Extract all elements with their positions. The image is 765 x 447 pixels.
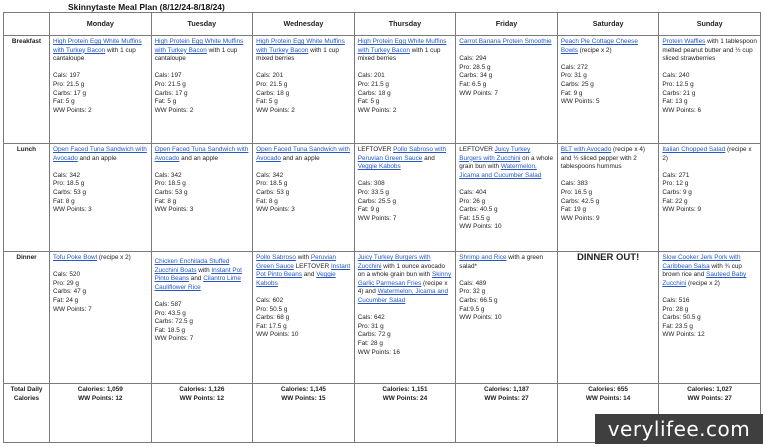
total-monday bbox=[50, 384, 152, 443]
total-wednesday bbox=[253, 384, 355, 443]
meal-cell-breakfast-saturday bbox=[557, 36, 659, 144]
ww-points: WW Points: 7 bbox=[53, 305, 92, 313]
day-header-tuesday: Tuesday bbox=[151, 13, 253, 36]
calories: Cals: 272 bbox=[560, 63, 588, 71]
fat: Fat: 24 g bbox=[53, 296, 79, 304]
recipe-link[interactable]: Open Faced Tuna Sandwich with Avocado bbox=[154, 146, 249, 162]
leftover-label: LEFTOVER bbox=[459, 146, 495, 153]
calories: Cals: 308 bbox=[357, 180, 385, 188]
total-ww-points: WW Points: 27 bbox=[484, 394, 529, 402]
meal-cell-lunch-saturday bbox=[557, 144, 659, 252]
carbs: Carbs: 40.5 g bbox=[459, 206, 498, 214]
carbs: Carbs: 53 g bbox=[256, 188, 290, 196]
calories: Cals: 201 bbox=[357, 72, 385, 80]
carbs: Carbs: 18 g bbox=[256, 89, 290, 97]
protein: Pro: 12 g bbox=[662, 180, 689, 188]
protein: Pro: 21.5 g bbox=[154, 80, 186, 88]
carbs: Carbs: 9 g bbox=[662, 188, 692, 196]
total-calories: Calories: 1,027 bbox=[687, 386, 733, 393]
ww-points: WW Points: 2 bbox=[154, 106, 194, 114]
calories: Cals: 342 bbox=[154, 171, 182, 179]
meal-note: on a whole grain bun with bbox=[459, 154, 554, 171]
row-label-dinner: Dinner bbox=[4, 252, 50, 384]
recipe-link[interactable]: Slow Cooker Jerk Pork with Caribbean Salsa bbox=[662, 254, 741, 270]
fat: Fat: 17.5 g bbox=[256, 322, 287, 330]
recipe-link-2[interactable]: Instant Pot Pinto Beans bbox=[154, 266, 242, 283]
protein: Pro: 12.5 g bbox=[662, 80, 694, 88]
meal-cell-breakfast-monday bbox=[50, 36, 152, 144]
ww-points: WW Points: 7 bbox=[357, 214, 397, 222]
day-header-sunday: Sunday bbox=[659, 13, 761, 36]
ww-points: WW Points: 5 bbox=[560, 98, 600, 106]
ww-points: WW Points: 3 bbox=[256, 206, 295, 214]
meal-cell-breakfast-sunday bbox=[659, 36, 761, 144]
recipe-link-3[interactable]: Instant Pot Pinto Beans bbox=[256, 262, 351, 279]
meal-cell-breakfast-tuesday bbox=[151, 36, 253, 144]
total-ww-points: WW Points: 12 bbox=[78, 394, 123, 402]
carbs: Carbs: 42.5 g bbox=[560, 197, 600, 205]
protein: Pro: 31 g bbox=[560, 72, 587, 80]
meal-note: with 1 ounce avocado on a whole grain bun with bbox=[357, 262, 446, 279]
calories: Cals: 489 bbox=[459, 279, 487, 287]
ww-points: WW Points: 3 bbox=[154, 206, 194, 214]
protein: Pro: 31 g bbox=[357, 322, 384, 330]
calories: Cals: 520 bbox=[53, 271, 80, 279]
carbs: Carbs: 66.5 g bbox=[459, 296, 498, 304]
carbs: Carbs: 18 g bbox=[357, 89, 391, 97]
meal-cell-lunch-thursday bbox=[354, 144, 456, 252]
ww-points: WW Points: 9 bbox=[560, 214, 600, 222]
meal-note-2: (recipe x 4) and bbox=[357, 279, 448, 296]
leftover-label: LEFTOVER bbox=[357, 146, 394, 153]
meal-note: and an apple bbox=[79, 154, 117, 162]
recipe-link-3[interactable]: Watermelon, Jicama and Cucumber Salad bbox=[357, 288, 449, 304]
recipe-link-2[interactable]: Watermelon, Jicama and Cucumber Salad bbox=[459, 163, 542, 179]
meal-note: with ¾ cup brown rice and bbox=[662, 262, 742, 279]
ww-points: WW Points: 6 bbox=[662, 106, 702, 114]
protein: Pro: 21.5 g bbox=[256, 80, 288, 88]
meal-note: and bbox=[422, 154, 435, 162]
fat: Fat: 5 g bbox=[357, 98, 380, 106]
recipe-link[interactable]: Juicy Turkey Burgers with Zucchini bbox=[459, 146, 531, 162]
day-header-monday: Monday bbox=[50, 13, 152, 36]
fat: Fat: 9 g bbox=[560, 89, 583, 97]
calories: Cals: 240 bbox=[662, 72, 690, 80]
fat: Fat: 8 g bbox=[154, 197, 177, 205]
meal-cell-dinner-tuesday bbox=[151, 252, 253, 384]
meal-cell-dinner-sunday bbox=[659, 252, 761, 384]
carbs: Carbs: 21 g bbox=[662, 89, 696, 97]
carbs: Carbs: 68 g bbox=[256, 314, 290, 322]
recipe-link[interactable]: High Protein Egg White Muffins with Turkey Bacon bbox=[357, 38, 447, 54]
meal-note: (recipe x 2) bbox=[662, 146, 752, 162]
recipe-link[interactable]: Tofu Poke Bowl bbox=[53, 254, 98, 261]
row-label-breakfast: Breakfast bbox=[4, 36, 50, 144]
day-header-thursday: Thursday bbox=[354, 13, 456, 36]
total-ww-points: WW Points: 15 bbox=[281, 394, 326, 402]
recipe-link-2[interactable]: Skinny Garlic Parmesan Fries bbox=[357, 271, 452, 287]
protein: Pro: 18.5 g bbox=[53, 180, 85, 188]
total-calories: Calories: 1,187 bbox=[483, 386, 530, 393]
meal-plan-table bbox=[3, 12, 761, 443]
meal-note: with bbox=[196, 266, 212, 274]
calories: Cals: 197 bbox=[53, 72, 80, 80]
fat: Fat: 23.5 g bbox=[662, 322, 693, 330]
meal-note: with 1 cup cantaloupe bbox=[53, 46, 136, 63]
calories: Cals: 404 bbox=[459, 188, 487, 196]
meal-note: with bbox=[295, 254, 311, 261]
meal-note-2: (recipe x 2) bbox=[686, 279, 720, 287]
recipe-link[interactable]: Chicken Enchilada Stuffed Zucchini Boats bbox=[154, 258, 230, 274]
recipe-link[interactable]: Protein Waffles bbox=[662, 38, 706, 45]
recipe-link[interactable]: Peach Pie Cottage Cheese Bowls bbox=[560, 38, 638, 54]
ww-points: WW Points: 3 bbox=[53, 206, 92, 214]
ww-points: WW Points: 12 bbox=[662, 331, 705, 339]
total-calories: Calories: 655 bbox=[588, 386, 628, 393]
calories: Cals: 383 bbox=[560, 180, 588, 188]
fat: Fat: 18.5 g bbox=[154, 326, 186, 334]
corner-cell bbox=[4, 13, 50, 36]
recipe-link-2[interactable]: Veggie Kabobs bbox=[357, 163, 401, 171]
carbs: Carbs: 34 g bbox=[459, 72, 493, 80]
recipe-link[interactable]: Open Faced Tuna Sandwich with Avocado bbox=[53, 146, 147, 162]
total-ww-points: WW Points: 27 bbox=[687, 394, 732, 402]
fat: Fat: 13 g bbox=[662, 98, 688, 106]
meal-cell-lunch-sunday bbox=[659, 144, 761, 252]
ww-points: WW Points: 7 bbox=[154, 335, 194, 343]
day-header-saturday: Saturday bbox=[557, 13, 659, 36]
recipe-link[interactable]: High Protein Egg White Muffins with Turkey Bacon bbox=[53, 38, 142, 54]
day-header-row bbox=[4, 13, 761, 36]
total-calories: Calories: 1,059 bbox=[77, 386, 123, 393]
fat: Fat: 9 g bbox=[357, 206, 380, 214]
total-tuesday bbox=[151, 384, 253, 443]
protein: Pro: 28 g bbox=[662, 305, 689, 313]
meal-cell-breakfast-wednesday bbox=[253, 36, 355, 144]
carbs: Carbs: 50.5 g bbox=[662, 314, 701, 322]
fat: Fat: 15.5 g bbox=[459, 214, 490, 222]
recipe-link[interactable]: Italian Chopped Salad bbox=[662, 146, 726, 153]
meal-note: with 1 cup cantaloupe bbox=[154, 46, 238, 63]
fat: Fat:9.5 g bbox=[459, 305, 485, 313]
calories: Cals: 587 bbox=[154, 300, 182, 308]
row-label-total: Total Daily Calories bbox=[4, 384, 50, 443]
protein: Pro: 32 g bbox=[459, 288, 486, 296]
meal-note: and an apple bbox=[181, 154, 219, 162]
meal-note: with 1 cup mixed berries bbox=[357, 46, 441, 63]
meal-cell-dinner-monday bbox=[50, 252, 152, 384]
meal-note: (recipe x 4) and ½ sliced pepper with 2 tablespoons hummus bbox=[560, 146, 646, 171]
calories: Cals: 602 bbox=[256, 296, 284, 304]
breakfast-row bbox=[4, 36, 761, 144]
calories: Cals: 342 bbox=[256, 171, 284, 179]
protein: Pro: 18.5 g bbox=[154, 180, 186, 188]
ww-points: WW Points: 10 bbox=[459, 223, 502, 231]
recipe-link[interactable]: Pollo Sabroso with Peruvian Green Sauce bbox=[357, 146, 447, 162]
fat: Fat: 28 g bbox=[357, 339, 383, 347]
ww-points: WW Points: 16 bbox=[357, 348, 400, 356]
meal-cell-lunch-friday bbox=[456, 144, 558, 252]
fat: Fat: 5 g bbox=[154, 98, 177, 106]
carbs: Carbs: 72 g bbox=[357, 331, 391, 339]
recipe-link-2[interactable]: Sauteed Baby Zucchini bbox=[662, 271, 747, 287]
recipe-link[interactable]: Carrot Banana Protein Smoothie bbox=[459, 38, 552, 45]
carbs: Carbs: 53 g bbox=[154, 188, 188, 196]
lunch-row bbox=[4, 144, 761, 252]
calories: Cals: 342 bbox=[53, 171, 80, 179]
protein: Pro: 28.5 g bbox=[459, 63, 491, 71]
ww-points: WW Points: 2 bbox=[256, 106, 295, 114]
calories: Cals: 642 bbox=[357, 314, 385, 322]
carbs: Carbs: 47 g bbox=[53, 288, 87, 296]
ww-points: WW Points: 10 bbox=[256, 331, 299, 339]
recipe-link[interactable]: High Protein Egg White Muffins with Turkey Bacon bbox=[154, 38, 244, 54]
total-calories: Calories: 1,145 bbox=[280, 386, 326, 393]
fat: Fat: 5 g bbox=[53, 98, 75, 106]
protein: Pro: 26 g bbox=[459, 197, 486, 205]
dinner-row bbox=[4, 252, 761, 384]
protein: Pro: 43.5 g bbox=[154, 309, 186, 317]
fat: Fat: 5 g bbox=[256, 98, 278, 106]
carbs: Carbs: 17 g bbox=[154, 89, 188, 97]
meal-note: and an apple bbox=[282, 154, 320, 162]
recipe-link[interactable]: Pollo Sabroso bbox=[256, 254, 296, 261]
calories: Cals: 271 bbox=[662, 171, 690, 179]
recipe-link-2[interactable]: Peruvian Green Sauce bbox=[256, 254, 337, 270]
recipe-link[interactable]: BLT with Avocado bbox=[560, 146, 612, 153]
ww-points: WW Points: 10 bbox=[459, 314, 502, 322]
meal-cell-lunch-wednesday bbox=[253, 144, 355, 252]
total-thursday bbox=[354, 384, 456, 443]
protein: Pro: 16.5 g bbox=[560, 188, 593, 196]
meal-note: with 1 cup mixed berries bbox=[256, 46, 339, 63]
meal-cell-dinner-friday bbox=[456, 252, 558, 384]
meal-cell-lunch-tuesday bbox=[151, 144, 253, 252]
meal-cell-dinner-saturday bbox=[557, 252, 659, 384]
carbs: Carbs: 25.5 g bbox=[357, 197, 397, 205]
recipe-link[interactable]: High Protein Egg White Muffins with Turkey Bacon bbox=[256, 38, 345, 54]
total-calories: Calories: 1,151 bbox=[382, 386, 428, 393]
carbs: Carbs: 25 g bbox=[560, 80, 594, 88]
calories: Cals: 197 bbox=[154, 72, 182, 80]
protein: Pro: 50.5 g bbox=[256, 305, 288, 313]
meal-note: with 1 tablespoon melted peanut butter and ½ cup sliced strawberries bbox=[662, 38, 757, 63]
total-ww-points: WW Points: 12 bbox=[179, 394, 225, 402]
fat: Fat: 19 g bbox=[560, 206, 587, 214]
day-header-wednesday: Wednesday bbox=[253, 13, 355, 36]
carbs: Carbs: 72.5 g bbox=[154, 318, 193, 326]
ww-points: WW Points: 9 bbox=[662, 206, 702, 214]
fat: Fat: 8 g bbox=[53, 197, 75, 205]
ww-points: WW Points: 2 bbox=[53, 106, 92, 114]
total-ww-points: WW Points: 14 bbox=[585, 394, 631, 402]
recipe-link-3[interactable]: Cilantro Lime Cauliflower Rice bbox=[154, 275, 241, 291]
recipe-link[interactable]: Open Faced Tuna Sandwich with Avocado bbox=[256, 146, 350, 162]
protein: Pro: 33.5 g bbox=[357, 188, 389, 196]
meal-note-2: and bbox=[189, 275, 204, 283]
calories: Cals: 294 bbox=[459, 55, 487, 63]
protein: Pro: 18.5 g bbox=[256, 180, 288, 188]
fat: Fat: 8 g bbox=[256, 197, 278, 205]
page-title: Skinnytaste Meal Plan (8/12/24-8/18/24) bbox=[68, 2, 225, 12]
meal-note: (recipe x 2) bbox=[579, 46, 612, 54]
ww-points: WW Points: 2 bbox=[357, 106, 397, 114]
meal-note: (recipe x 2) bbox=[98, 254, 131, 261]
total-ww-points: WW Points: 24 bbox=[382, 394, 428, 402]
protein: Pro: 21.5 g bbox=[357, 80, 389, 88]
protein: Pro: 29 g bbox=[53, 279, 79, 287]
meal-cell-dinner-wednesday bbox=[253, 252, 355, 384]
leftover-label: LEFTOVER bbox=[293, 262, 331, 270]
meal-note-3: and bbox=[301, 271, 317, 279]
watermark: verylifee.com bbox=[595, 414, 763, 444]
total-friday bbox=[456, 384, 558, 443]
calories: Cals: 516 bbox=[662, 296, 690, 304]
protein: Pro: 21.5 g bbox=[53, 80, 85, 88]
meal-cell-breakfast-friday bbox=[456, 36, 558, 144]
carbs: Carbs: 53 g bbox=[53, 188, 87, 196]
meal-cell-dinner-thursday bbox=[354, 252, 456, 384]
recipe-link[interactable]: Juicy Turkey Burgers with Zucchini bbox=[357, 254, 431, 270]
dinner-out-label: DINNER OUT! bbox=[576, 252, 640, 263]
ww-points: WW Points: 7 bbox=[459, 89, 498, 97]
fat: Fat: 22 g bbox=[662, 197, 688, 205]
calories: Cals: 201 bbox=[256, 72, 284, 80]
meal-cell-breakfast-thursday bbox=[354, 36, 456, 144]
meal-cell-lunch-monday bbox=[50, 144, 152, 252]
total-calories: Calories: 1,126 bbox=[179, 386, 225, 393]
carbs: Carbs: 17 g bbox=[53, 89, 87, 97]
day-header-friday: Friday bbox=[456, 13, 558, 36]
fat: Fat: 6.5 g bbox=[459, 80, 487, 88]
meal-note: with a green salad* bbox=[459, 254, 544, 270]
recipe-link[interactable]: Shrimp and Rice bbox=[459, 254, 507, 261]
recipe-link-4[interactable]: Veggie Kabobs bbox=[256, 271, 336, 287]
row-label-lunch: Lunch bbox=[4, 144, 50, 252]
